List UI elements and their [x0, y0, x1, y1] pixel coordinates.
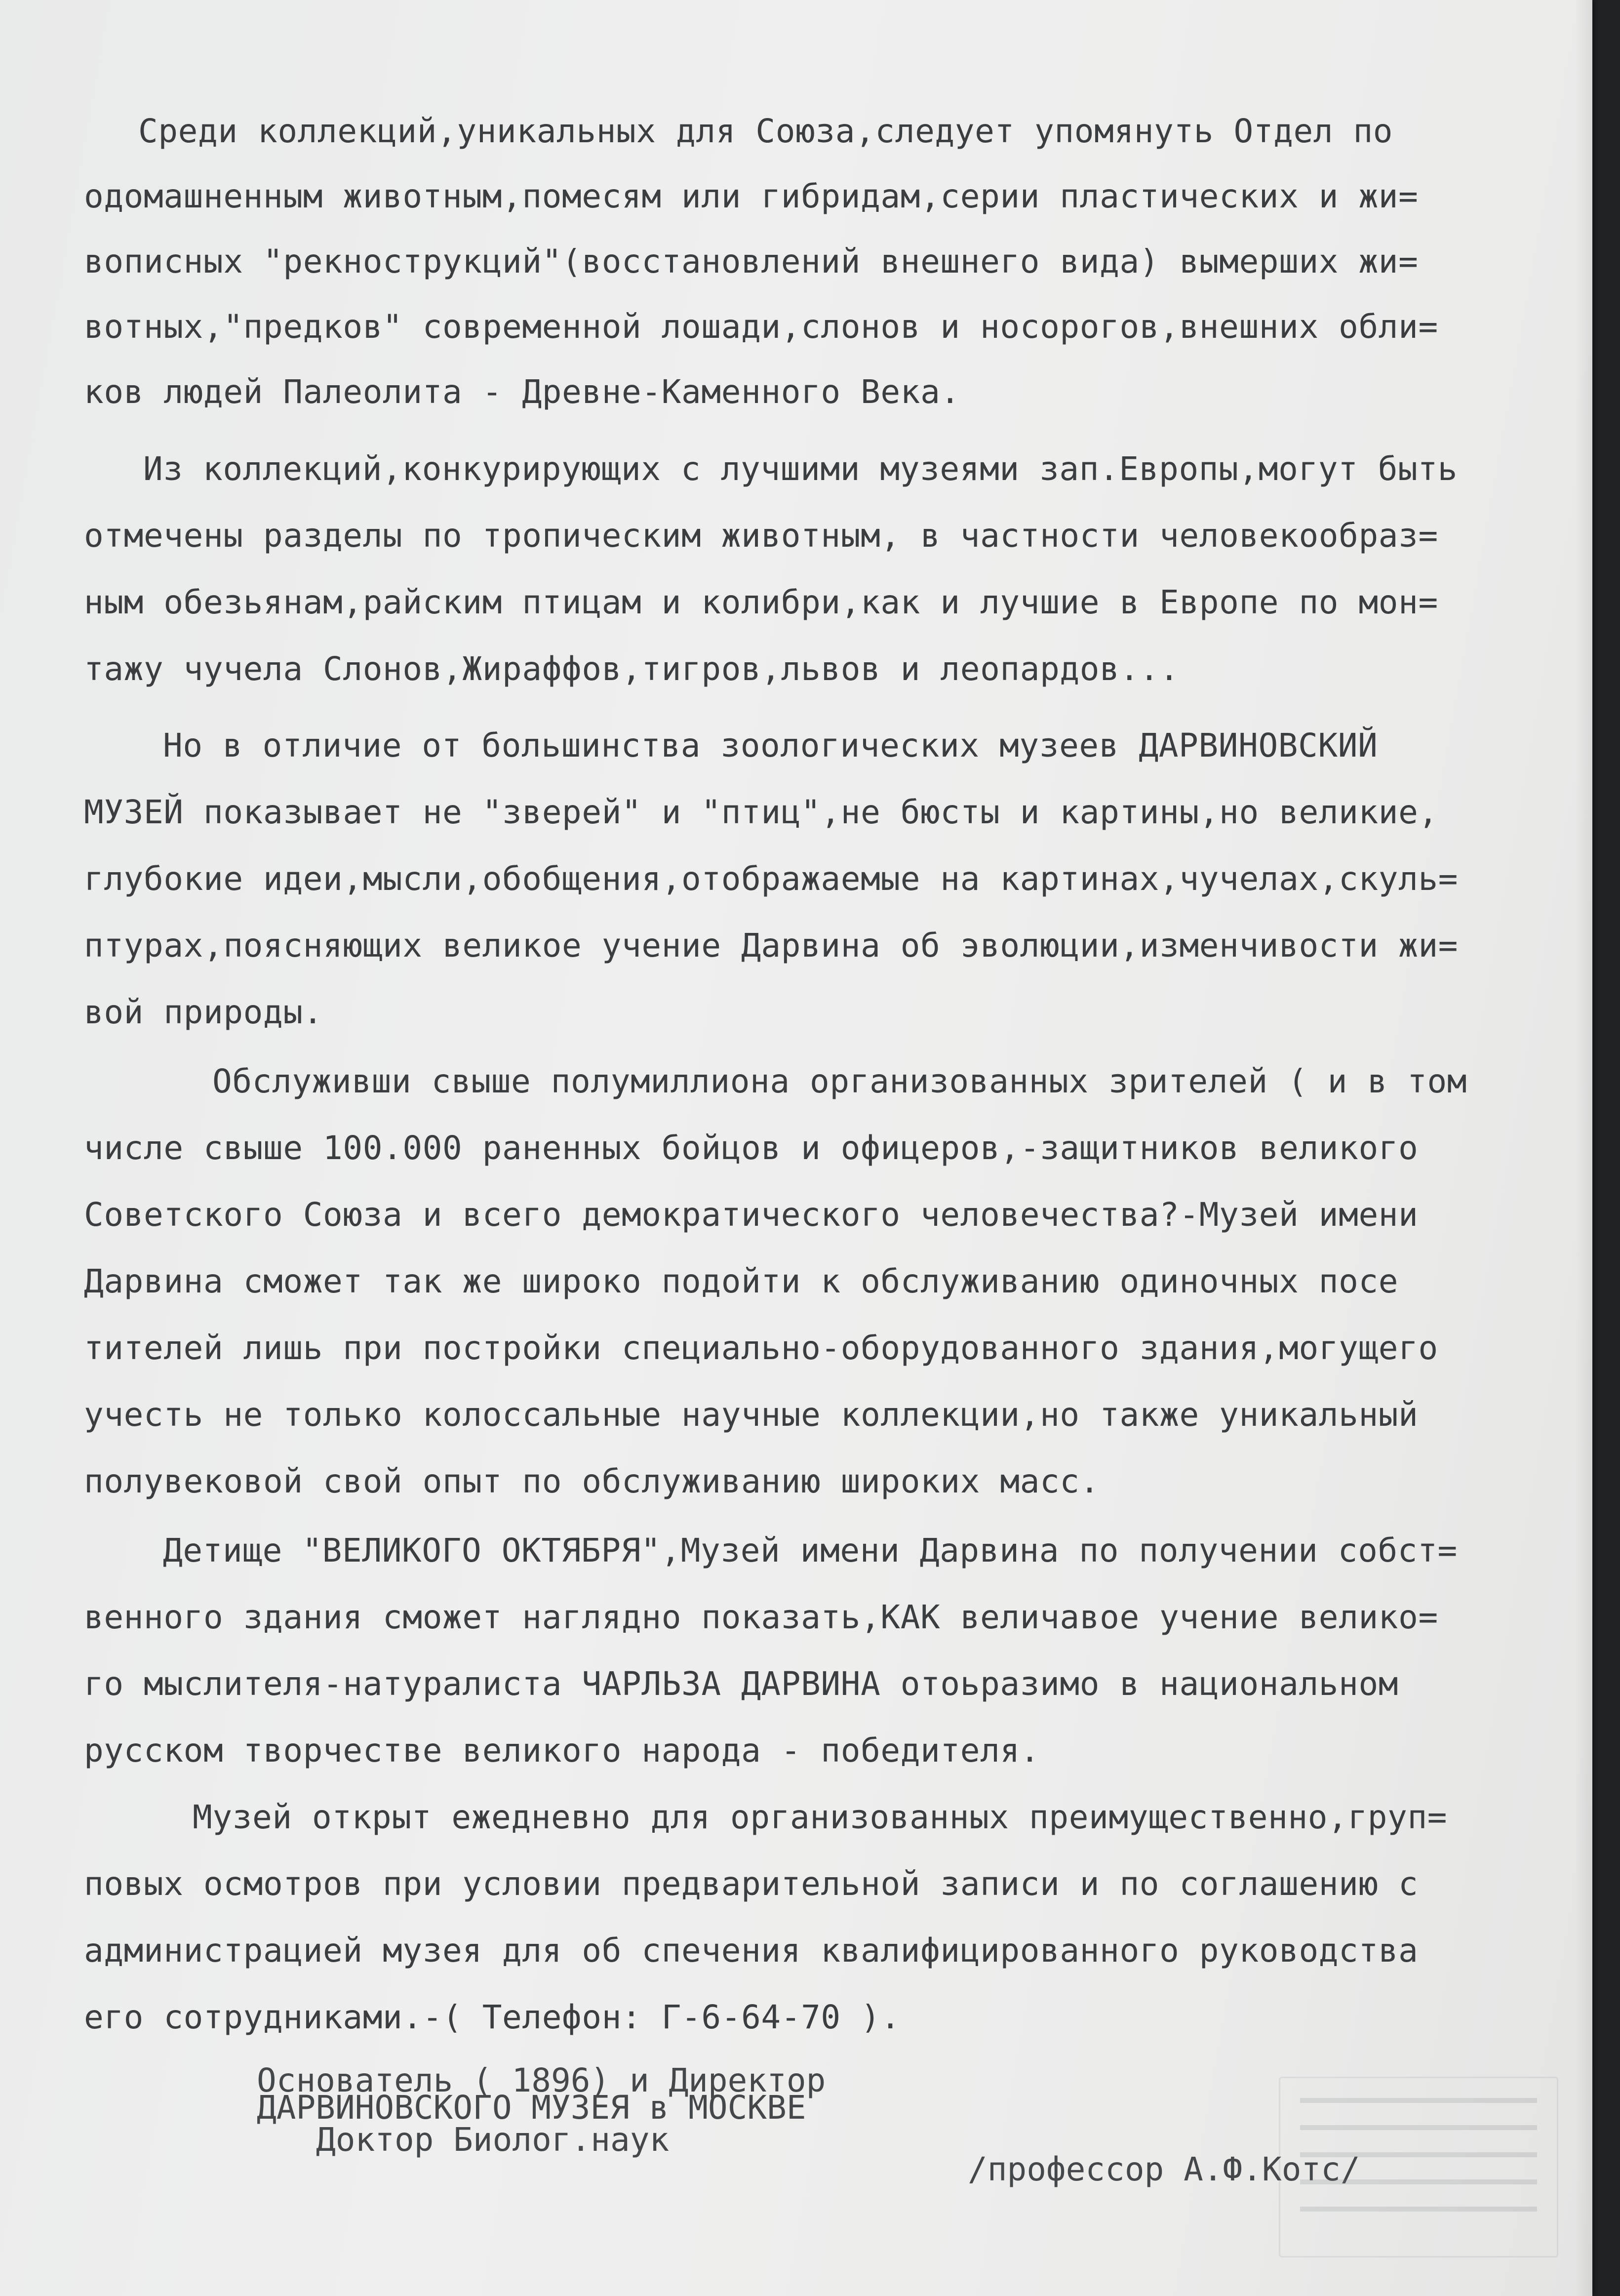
faded-stamp [1279, 2077, 1558, 2257]
signature-title-2: ДАРВИНОВСКОГО МУЗЕЯ в МОСКВЕ [257, 2089, 806, 2127]
text-line-8: ным обезьянам,райским птицам и колибри,как и лучшие в Европе по мон= [84, 583, 1438, 621]
text-line-4: вотных,"предков" современной лошади,слонов и носорогов,внешних обли= [84, 308, 1438, 346]
text-line-2: одомашненным животным,помесям или гибридам,серии пластических и жи= [84, 177, 1419, 215]
text-line-20: учесть не только колоссальные научные коллекции,но также уникальный [84, 1396, 1419, 1434]
text-line-6: Из коллекций,конкурирующих с лучшими музеями зап.Европы,могут быть [143, 450, 1458, 488]
text-line-7: отмечены разделы по тропическим животным, в частности человекообраз= [84, 517, 1438, 555]
text-line-27: повых осмотров при условии предварительной записи и по соглашению с [84, 1865, 1419, 1903]
text-line-21: полувековой свой опыт по обслуживанию широких масс. [84, 1462, 1100, 1500]
text-line-17: Советского Союза и всего демократического человечества?-Музей имени [84, 1196, 1419, 1234]
text-line-26: Музей открыт ежедневно для организованных преимущественно,груп= [193, 1798, 1448, 1836]
text-line-13: птурах,поясняющих великое учение Дарвина об эволюции,изменчивости жи= [84, 926, 1459, 965]
text-line-12: глубокие идеи,мысли,обобщения,отображаемые на картинах,чучелах,скуль= [84, 860, 1459, 898]
signature-title-3: Доктор Биолог.наук [316, 2121, 670, 2159]
signature-name: /профессор А.Ф.Котс/ [968, 2150, 1360, 2188]
text-line-22: Детище "ВЕЛИКОГО ОКТЯБРЯ",Музей имени Дарвина по получении собст= [163, 1531, 1458, 1570]
text-line-14: вой природы. [84, 993, 323, 1031]
text-line-28: администрацией музея для об спечения квалифицированного руководства [84, 1932, 1419, 1970]
text-line-25: русском творчестве великого народа - победителя. [84, 1732, 1040, 1770]
text-line-1: Среди коллекций,уникальных для Союза,следует упомянуть Отдел по [138, 112, 1393, 150]
text-line-18: Дарвина сможет так же широко подойти к обслуживанию одиночных посе [84, 1262, 1399, 1300]
text-line-23: венного здания сможет наглядно показать,КАК величавое учение велико= [84, 1598, 1438, 1636]
text-line-11: МУЗЕЙ показывает не "зверей" и "птиц",не бюсты и картины,но великие, [84, 793, 1438, 831]
text-line-10: Но в отличие от большинства зоологических музеев ДАРВИНОВСКИЙ [163, 726, 1378, 765]
text-line-5: ков людей Палеолита - Древне-Каменного Века. [84, 373, 960, 411]
text-line-9: тажу чучела Слонов,Жираффов,тигров,львов и леопардов... [84, 650, 1180, 688]
text-line-29: его сотрудниками.-( Телефон: Г-6-64-70 ). [84, 1998, 901, 2036]
signature-title-1: Основатель ( 1896) и Директор [257, 2061, 826, 2099]
text-line-24: го мыслителя-натуралиста ЧАРЛЬЗА ДАРВИНА отоьразимо в национальном [84, 1665, 1399, 1703]
text-line-16: числе свыше 100.000 раненных бойцов и офицеров,-защитников великого [84, 1129, 1419, 1167]
text-line-15: Обслуживши свыше полумиллиона организованных зрителей ( и в том [212, 1062, 1467, 1100]
text-line-19: тителей лишь при постройки специально-оборудованного здания,могущего [84, 1329, 1438, 1367]
paper-edge-shadow [1575, 0, 1592, 2296]
text-line-3: вописных "рекнострукций"(восстановлений внешнего вида) вымерших жи= [84, 242, 1419, 281]
